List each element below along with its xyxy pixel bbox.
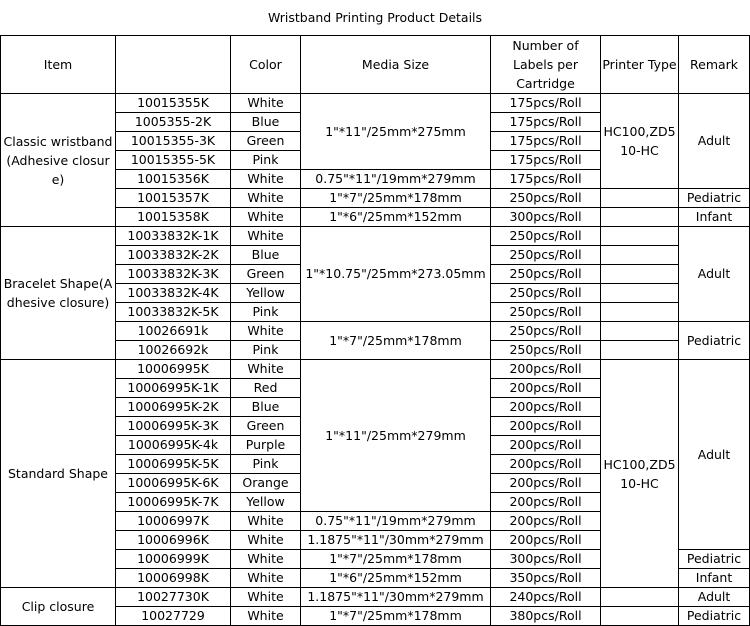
cell-color: Pink <box>231 303 301 322</box>
table-row <box>1 588 750 607</box>
cell-code: 10006998K <box>116 569 231 588</box>
cell-color: White <box>231 360 301 379</box>
cell-remark: Adult <box>679 588 750 607</box>
cell-remark: Adult <box>679 94 750 189</box>
cell-media-size: 1"*7"/25mm*178mm <box>301 189 491 208</box>
table-title: Wristband Printing Product Details <box>1 0 750 36</box>
cell-labels: 175pcs/Roll <box>491 94 601 113</box>
cell-code: 10006995K <box>116 360 231 379</box>
cell-printer-type-empty <box>601 265 679 284</box>
cell-code: 10033832K-2K <box>116 246 231 265</box>
cell-color: White <box>231 569 301 588</box>
cell-code: 1005355-2K <box>116 113 231 132</box>
cell-labels: 250pcs/Roll <box>491 227 601 246</box>
cell-printer-type-empty <box>601 341 679 360</box>
group-standard: Standard Shape <box>1 360 116 588</box>
cell-color: Pink <box>231 341 301 360</box>
cell-labels: 175pcs/Roll <box>491 151 601 170</box>
cell-labels: 250pcs/Roll <box>491 322 601 341</box>
cell-labels: 200pcs/Roll <box>491 379 601 398</box>
cell-labels: 200pcs/Roll <box>491 360 601 379</box>
cell-code: 10015357K <box>116 189 231 208</box>
cell-labels: 200pcs/Roll <box>491 474 601 493</box>
cell-color: White <box>231 208 301 227</box>
cell-labels: 250pcs/Roll <box>491 246 601 265</box>
cell-code: 10006995K-5K <box>116 455 231 474</box>
cell-labels: 250pcs/Roll <box>491 303 601 322</box>
cell-labels: 250pcs/Roll <box>491 341 601 360</box>
cell-labels: 200pcs/Roll <box>491 455 601 474</box>
cell-remark: Pediatric <box>679 322 750 360</box>
cell-media-size: 1"*6"/25mm*152mm <box>301 569 491 588</box>
header-remark: Remark <box>679 36 750 94</box>
group-bracelet: Bracelet Shape(Adhesive closure) <box>1 227 116 360</box>
cell-color: Green <box>231 132 301 151</box>
cell-code: 10027729 <box>116 607 231 626</box>
cell-remark: Infant <box>679 208 750 227</box>
cell-printer-type: HC100,ZD510-HC <box>601 360 679 588</box>
cell-color: White <box>231 322 301 341</box>
cell-code: 10006996K <box>116 531 231 550</box>
cell-labels: 380pcs/Roll <box>491 607 601 626</box>
cell-labels: 175pcs/Roll <box>491 113 601 132</box>
cell-code: 10006995K-7K <box>116 493 231 512</box>
cell-remark: Pediatric <box>679 550 750 569</box>
cell-labels: 300pcs/Roll <box>491 208 601 227</box>
cell-labels: 240pcs/Roll <box>491 588 601 607</box>
cell-color: White <box>231 512 301 531</box>
cell-color: White <box>231 550 301 569</box>
cell-color: White <box>231 94 301 113</box>
cell-code: 10033832K-4K <box>116 284 231 303</box>
cell-printer-type-empty <box>601 322 679 341</box>
cell-media-size: 1"*11"/25mm*279mm <box>301 360 491 512</box>
cell-remark: Adult <box>679 227 750 322</box>
cell-remark: Adult <box>679 360 750 550</box>
group-clip: Clip closure <box>1 588 116 626</box>
header-media-size: Media Size <box>301 36 491 94</box>
cell-color: White <box>231 170 301 189</box>
cell-printer-type-empty <box>601 246 679 265</box>
table-row <box>1 360 750 379</box>
cell-labels: 200pcs/Roll <box>491 417 601 436</box>
cell-color: Yellow <box>231 284 301 303</box>
cell-code: 10015356K <box>116 170 231 189</box>
cell-labels: 200pcs/Roll <box>491 493 601 512</box>
cell-color: White <box>231 588 301 607</box>
cell-color: White <box>231 227 301 246</box>
cell-labels: 300pcs/Roll <box>491 550 601 569</box>
cell-media-size: 0.75"*11"/19mm*279mm <box>301 170 491 189</box>
cell-remark: Pediatric <box>679 607 750 626</box>
cell-printer-type-empty <box>601 607 679 626</box>
cell-media-size: 1.1875"*11"/30mm*279mm <box>301 588 491 607</box>
cell-printer-type-empty <box>601 303 679 322</box>
cell-code: 10015355-5K <box>116 151 231 170</box>
cell-printer-type: HC100,ZD510-HC <box>601 94 679 189</box>
cell-printer-type-empty <box>601 208 679 227</box>
cell-printer-type-empty <box>601 227 679 246</box>
cell-code: 10006999K <box>116 550 231 569</box>
cell-code: 10026692k <box>116 341 231 360</box>
cell-printer-type-empty <box>601 588 679 607</box>
cell-labels: 175pcs/Roll <box>491 170 601 189</box>
cell-color: Blue <box>231 246 301 265</box>
cell-labels: 250pcs/Roll <box>491 284 601 303</box>
cell-color: Pink <box>231 151 301 170</box>
header-color: Color <box>231 36 301 94</box>
cell-color: Blue <box>231 113 301 132</box>
cell-color: Yellow <box>231 493 301 512</box>
cell-labels: 250pcs/Roll <box>491 265 601 284</box>
cell-color: Pink <box>231 455 301 474</box>
cell-color: Purple <box>231 436 301 455</box>
cell-color: Green <box>231 417 301 436</box>
header-printer-type: Printer Type <box>601 36 679 94</box>
cell-labels: 200pcs/Roll <box>491 398 601 417</box>
cell-code: 10006995K-2K <box>116 398 231 417</box>
cell-labels: 250pcs/Roll <box>491 189 601 208</box>
cell-code: 10027730K <box>116 588 231 607</box>
group-classic: Classic wristband(Adhesive closure) <box>1 94 116 227</box>
cell-color: White <box>231 189 301 208</box>
cell-code: 10015355-3K <box>116 132 231 151</box>
cell-code: 10006997K <box>116 512 231 531</box>
cell-remark: Pediatric <box>679 189 750 208</box>
header-row <box>1 36 750 94</box>
cell-labels: 350pcs/Roll <box>491 569 601 588</box>
cell-code: 10033832K-1K <box>116 227 231 246</box>
cell-media-size: 1"*7"/25mm*178mm <box>301 607 491 626</box>
header-item: Item <box>1 36 116 94</box>
cell-labels: 200pcs/Roll <box>491 512 601 531</box>
cell-code: 10033832K-3K <box>116 265 231 284</box>
cell-code: 10033832K-5K <box>116 303 231 322</box>
cell-media-size: 1"*7"/25mm*178mm <box>301 322 491 360</box>
cell-code: 10026691k <box>116 322 231 341</box>
cell-code: 10015358K <box>116 208 231 227</box>
cell-code: 10006995K-6K <box>116 474 231 493</box>
cell-media-size: 0.75"*11"/19mm*279mm <box>301 512 491 531</box>
cell-code: 10006995K-3K <box>116 417 231 436</box>
cell-media-size: 1.1875"*11"/30mm*279mm <box>301 531 491 550</box>
cell-code: 10015355K <box>116 94 231 113</box>
cell-color: Green <box>231 265 301 284</box>
cell-color: Orange <box>231 474 301 493</box>
cell-labels: 175pcs/Roll <box>491 132 601 151</box>
cell-color: Red <box>231 379 301 398</box>
cell-color: White <box>231 607 301 626</box>
cell-labels: 200pcs/Roll <box>491 436 601 455</box>
cell-code: 10006995K-4k <box>116 436 231 455</box>
cell-media-size: 1"*6"/25mm*152mm <box>301 208 491 227</box>
header-code <box>116 36 231 94</box>
cell-media-size: 1"*7"/25mm*178mm <box>301 550 491 569</box>
cell-color: White <box>231 531 301 550</box>
cell-code: 10006995K-1K <box>116 379 231 398</box>
table-row <box>1 94 750 113</box>
table-row <box>1 227 750 246</box>
cell-printer-type-empty <box>601 284 679 303</box>
cell-labels: 200pcs/Roll <box>491 531 601 550</box>
cell-printer-type-empty <box>601 189 679 208</box>
cell-color: Blue <box>231 398 301 417</box>
cell-media-size: 1"*11"/25mm*275mm <box>301 94 491 170</box>
cell-media-size: 1"*10.75"/25mm*273.05mm <box>301 227 491 322</box>
cell-remark: Infant <box>679 569 750 588</box>
header-labels-per-cartridge: Number of Labels per Cartridge <box>491 36 601 94</box>
